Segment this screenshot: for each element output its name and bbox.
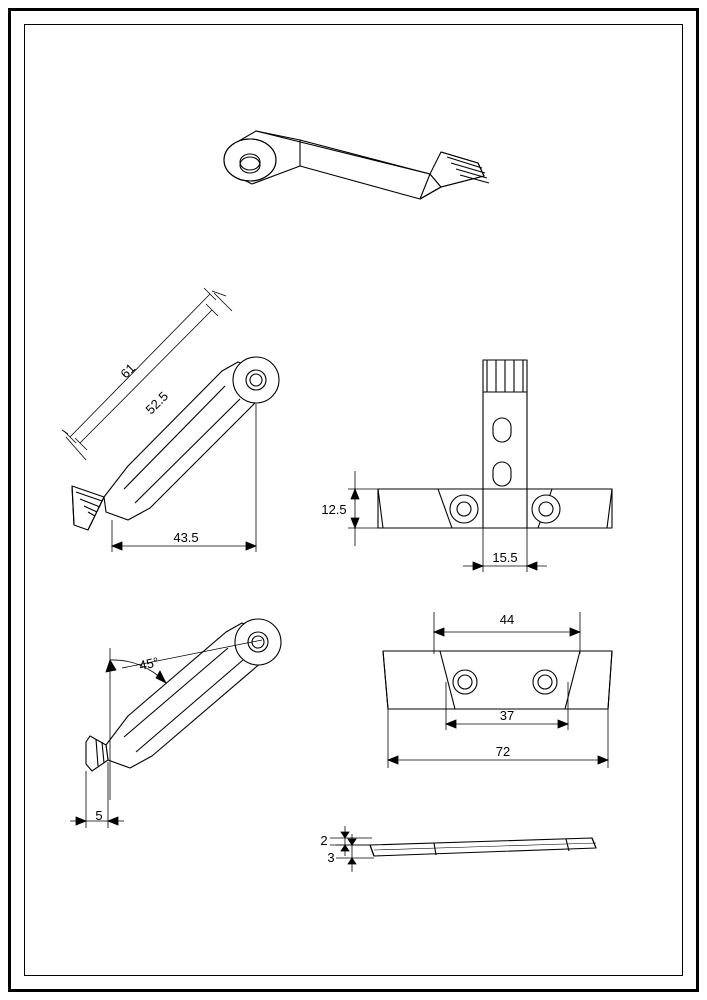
view-front [72, 357, 279, 530]
view-side [378, 360, 612, 528]
dimension-label-45deg: 45° [137, 654, 161, 674]
dimension-3 [336, 834, 374, 872]
dimension-label-37: 37 [499, 708, 515, 723]
dimension-label-2: 2 [320, 833, 328, 848]
dimension-label-44: 44 [499, 612, 515, 627]
dimension-label-5: 5 [95, 808, 103, 823]
dimension-label-15-5: 15.5 [492, 550, 518, 565]
dimension-label-61: 61 [117, 360, 139, 382]
dimension-label-3: 3 [327, 850, 335, 865]
dimension-label-43-5: 43.5 [173, 530, 199, 545]
dimension-label-12-5: 12.5 [321, 502, 347, 517]
view-plan [383, 651, 612, 709]
dimension-label-52-5: 52.5 [142, 388, 172, 418]
dimension-12-5 [348, 471, 378, 546]
view-edge [370, 838, 596, 856]
dimension-label-72: 72 [495, 744, 511, 759]
view-isometric [224, 131, 489, 199]
dimension-72 [388, 709, 608, 768]
